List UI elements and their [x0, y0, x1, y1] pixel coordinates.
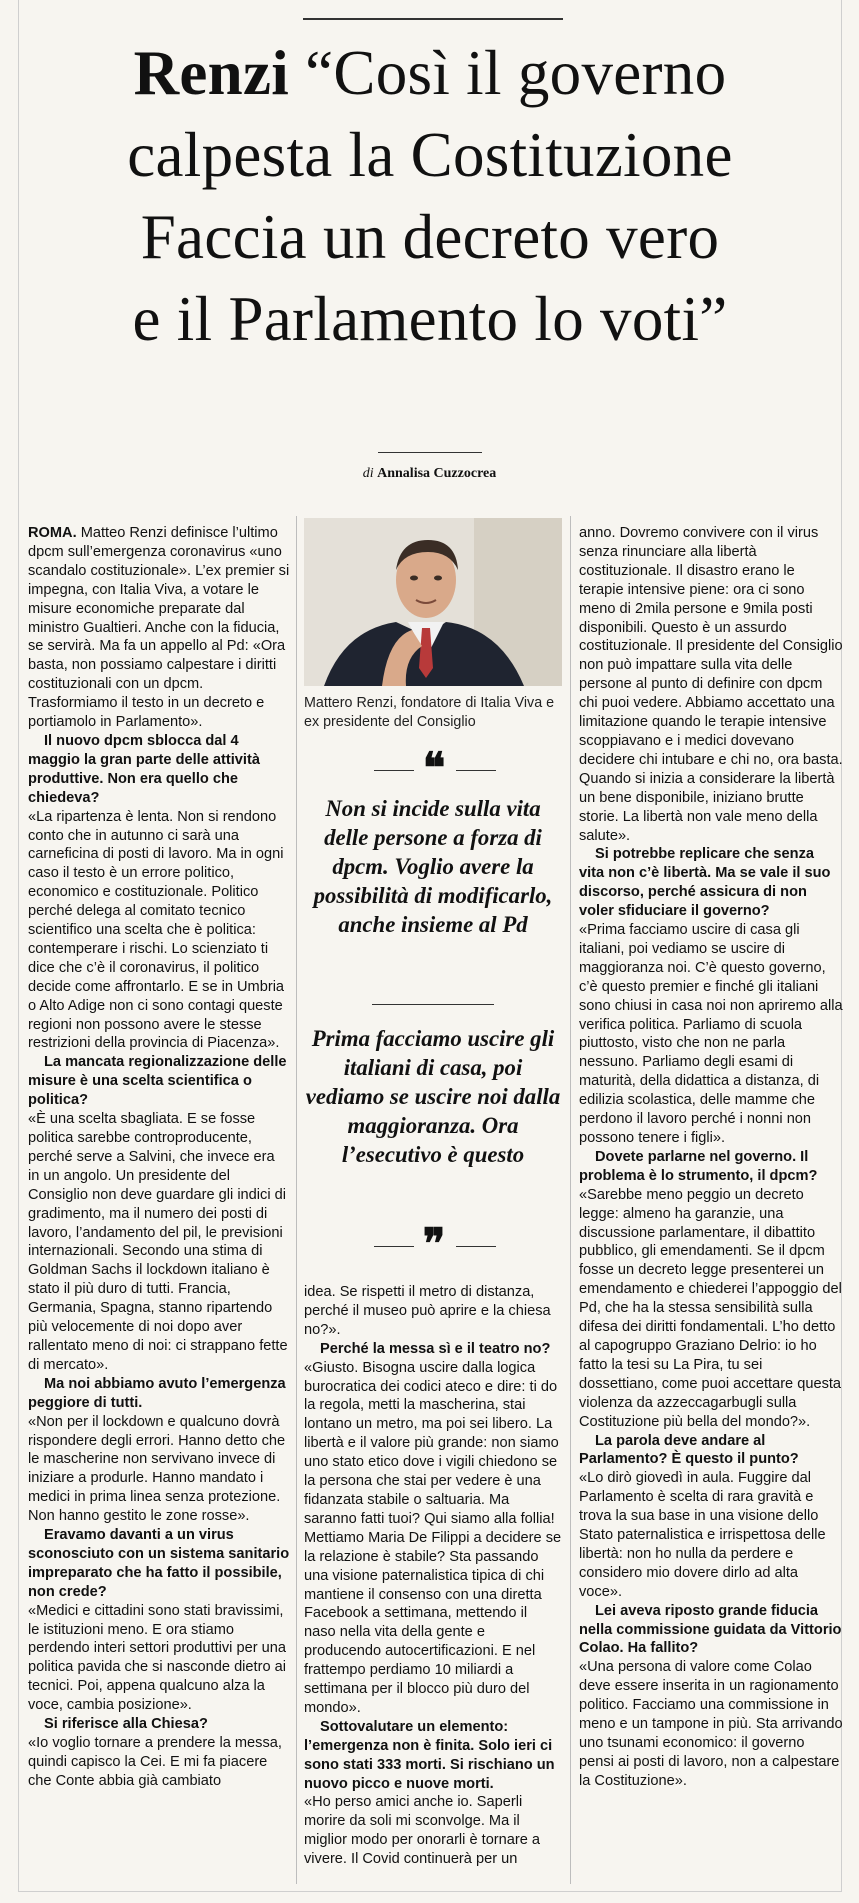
- interview-question: Lei aveva riposto grande fiducia nella commissione guidata da Vittorio Colao. Ha fallito?: [579, 1602, 842, 1657]
- portrait-illustration: [304, 518, 562, 686]
- close-quote-ornament: [304, 1222, 562, 1268]
- interview-answer: «Ho perso amici anche io. Saperli morire da soli mi sconvolge. Ma il miglior modo per onorarli è tornare a vivere. Il Covid continuerà per un: [304, 1794, 541, 1868]
- interview-question: La parola deve andare al Parlamento? È questo il punto?: [579, 1432, 799, 1468]
- headline-rule: [378, 452, 482, 453]
- interview-answer: anno. Dovremo convivere con il virus senza rinunciare alla libertà costituzionale. Il disastro erano le terapie intensive piene: ora ci sono meno di 2mila persone e 9mila posti disponibili. Questo è un assurdo costituzionale. Il presidente del Consiglio non può impattare sulla vita delle persone al punto di definire con dpcm chi puoi vedere. Abbiamo accettato una limitazione quando le terapie intensive scoppiavano e i medici dovevano decidere chi intubare e chi no, ora basta. Quando si inizia a considerare la libertà un bene disponibile, iniziano brutte storie. La libertà non vale meno della salute».: [579, 525, 843, 844]
- interview-question: Eravamo davanti a un virus sconosciuto con un sistema sanitario impreparato che ha fatto il possibile, non crede?: [28, 1527, 290, 1600]
- pull-quote: Prima facciamo uscire gli italiani di casa, poi vediamo se uscire noi dalla maggioranza. Ora l’esecutivo è questo: [305, 1026, 561, 1167]
- top-rule: [303, 18, 563, 20]
- interview-answer: «Una persona di valore come Colao deve essere inserita in un ragionamento politico. Facciamo una commissione in meno e un tampone in più. Sta arrivando uno tsunami economico: il governo pensi ai posti di lavoro, non a calpestare la Costituzione».: [579, 1659, 843, 1789]
- byline-prefix: di: [362, 466, 378, 481]
- portrait-photo: [304, 518, 562, 686]
- headline-line-4: e il Parlamento lo voti”: [132, 284, 728, 354]
- interview-question: Si riferisce alla Chiesa?: [44, 1716, 208, 1733]
- interview-question: Sottovalutare un elemento: l’emergenza non è finita. Solo ieri ci sono stati 333 morti. Si rischiano un nuovo picco e nuove morti.: [304, 1718, 555, 1792]
- interview-question: La mancata regionalizzazione delle misure è una scelta scientifica o politica?: [28, 1054, 287, 1109]
- interview-question: Dovete parlarne nel governo. Il problema è lo strumento, il dpcm?: [579, 1148, 818, 1184]
- interview-answer: «Prima facciamo uscire di casa gli italiani, poi vediamo se uscire di maggioranza noi. C’è questo governo, c’è questo premier e finché gli italiani sono chiusi in casa noi non apriremo alla verifica politica. Parliamo di scuola piuttosto, visto che non ne parla nessuno. Parliamo degli esami di maturità, della didattica a distanza, di edilizia scolastica, delle mamme che perdono il lavoro perché i nonni non possono tenere i figli».: [579, 922, 843, 1146]
- interview-answer: «Non per il lockdown e qualcuno dovrà rispondere degli errori. Hanno detto che le mascherine non servivano invece di iniziare a produrle. Hanno mandato i medici in prima linea senza protezione. Non hanno gestito le zone rosse».: [28, 1413, 286, 1525]
- headline-name: Renzi: [133, 38, 290, 108]
- interview-answer: «Lo dirò giovedì in aula. Fuggire dal Parlamento è scelta di rara gravità e trova la sua base in una visione dello Stato paternalistica e irrispettosa delle libertà: non ho nulla da perdere e considero mio dovere dirlo ad alta voce».: [579, 1470, 826, 1600]
- open-quote-icon: ❝: [422, 746, 446, 792]
- intro-text: Matteo Renzi definisce l’ultimo dpcm sull’emergenza coronavirus «uno scandalo costituzionale». L’ex premier si impegna, con Italia Viva, a votare le misure economiche preparate dal ministro Gualtieri. Anche con la fiducia, se servirà. Ma fa un appello al Pd: «Ora basta, non possiamo calpestare i diritti costituzionali con un dpcm. Trasformiamo il testo in un decreto e portiamolo in Parlamento».: [28, 525, 290, 731]
- open-quote-ornament: [304, 746, 562, 792]
- interview-question: Il nuovo dpcm sblocca dal 4 maggio la gran parte delle attività produttive. Non era quello che chiedeva?: [28, 732, 260, 806]
- interview-answer: «Giusto. Bisogna uscire dalla logica burocratica dei codici ateco e dire: ti do la regola, metti la mascherina, stai lontano un metro, ma poi sei libero. La libertà e il valore più grande: non siamo uno stato etico dove i vigili chiedono se la persona che stai per vedere è una fidanzata stabile o saltuaria. Ma saranno fatti tuoi? Qui siamo alla follia! Mettiamo Maria De Filippi a decidere se la relazione è stabile? Sta passando una visione paternalistica tipica di chi mantiene il consenso con una diretta Facebook a settimana, mettendo il naso nella vita della gente e producendo autocertificazioni. E nel frattempo perdiamo 10 miliardi a settimana per il blocco più duro del mondo».: [304, 1359, 562, 1716]
- pull-quote: Non si incide sulla vita delle persone a forza di dpcm. Voglio avere la possibilità di modificarlo, anche insieme al Pd: [313, 796, 553, 937]
- article-column-2: [304, 1283, 562, 1869]
- headline-line-1-rest: “Così il governo: [289, 38, 727, 108]
- interview-answer: «Sarebbe meno peggio un decreto legge: almeno ha garanzie, una discussione parlamentare, il dibattito pubblico, gli emendamenti. Se il dpcm fosse un decreto legge presenterei un emendamento e chiederei l’appoggio del Pd, che ha la stessa sensibilità sulla difesa dei diritti fondamentali. L’ho detto al capogruppo Graziano Delrio: io ho fatto la tesi su La Pira, tu sei dossettiano, come puoi accettare questa violenza da azzeccagarbugli sulla Costituzione più bella del mondo?».: [579, 1186, 842, 1430]
- byline-author: Annalisa Cuzzocrea: [377, 466, 497, 481]
- interview-question: Perché la messa sì e il teatro no?: [320, 1340, 551, 1357]
- interview-question: Ma noi abbiamo avuto l’emergenza peggiore di tutti.: [28, 1375, 286, 1411]
- interview-answer: «La ripartenza è lenta. Non si rendono conto che in autunno ci sarà una carneficina di posti di lavoro. Ma in ogni caso il testo è un errore politico, economico e costituzionale. Politico perché delega al comitato tecnico scientifico una scelta che è politica: contemperare i rischi. Lo scienziato ti dice che c’è il coronavirus, il politico decide come affrontarlo. E se in Umbria o Alto Adige non ci sono contagi queste regioni non possono avere le stesse restrizioni della provincia di Piacenza».: [28, 808, 285, 1052]
- interview-answer: «Io voglio tornare a prendere la messa, quindi capisco la Cei. E mi fa piacere che Conte abbia già cambiato: [28, 1735, 282, 1789]
- pull-quote-divider: [372, 1004, 494, 1005]
- column-divider: [570, 516, 571, 1884]
- dateline: ROMA.: [28, 525, 77, 541]
- headline: [30, 32, 830, 360]
- article-column-3: [579, 524, 843, 1791]
- headline-line-1: [30, 32, 830, 114]
- close-quote-icon: ❞: [422, 1222, 446, 1268]
- headline-line-2: calpesta la Costituzione: [127, 120, 733, 190]
- headline-line-3: Faccia un decreto vero: [140, 202, 720, 272]
- byline: [0, 466, 859, 482]
- interview-answer: «È una scelta sbagliata. E se fosse politica sarebbe controproducente, perché serve a Salvini, che invece era in un angolo. Un presidente del Consiglio non deve guardare gli indici di gradimento, ma il numero dei posti di lavoro, l’andamento del pil, le previsioni internazionali. Secondo una stima di Goldman Sachs il lockdown italiano è stato il più duro di tutti. Francia, Germania, Spagna, stanno ripartendo più velocemente di noi dopo aver rallentato meno di noi: ci strappano fette di mercato».: [28, 1111, 288, 1373]
- interview-question: Si potrebbe replicare che senza vita non c’è libertà. Ma se vale il suo discorso, perché assicura di non voler sfiduciare il governo?: [579, 846, 831, 920]
- column-divider: [296, 516, 297, 1884]
- photo-caption: Mattero Renzi, fondatore di Italia Viva e ex presidente del Consiglio: [304, 695, 555, 730]
- interview-answer: «Medici e cittadini sono stati bravissimi, le istituzioni meno. E ora stiamo perdendo interi settori produttivi per una politica pavida che si nasconde dietro ai tecnici. Poi, appena qualcuno alza la voce, cambia posizione».: [28, 1602, 286, 1714]
- interview-answer: idea. Se rispetti il metro di distanza, perché il museo può aprire e la chiesa no?».: [304, 1284, 551, 1338]
- article-intro: [28, 524, 290, 732]
- article-column-1: [28, 524, 290, 1791]
